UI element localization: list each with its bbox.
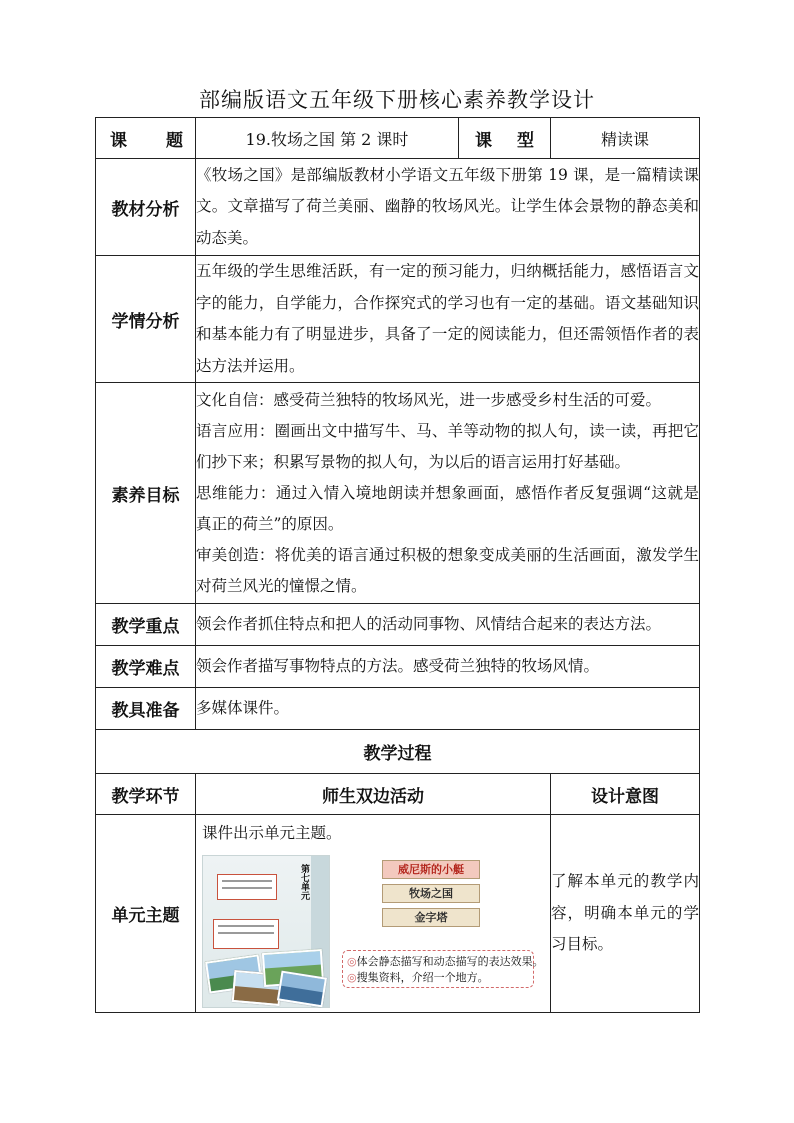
textbook-analysis-row: [96, 159, 700, 256]
lesson-tag: 金字塔: [382, 908, 480, 927]
textbook-analysis-label: 教材分析: [96, 159, 196, 256]
lesson-tag: 威尼斯的小艇: [382, 860, 480, 879]
unit-theme-row: [96, 815, 700, 1013]
cover-note-box: [217, 874, 277, 900]
student-analysis-label: 学情分析: [96, 256, 196, 383]
cover-note-box-2: [213, 919, 279, 949]
topic-label-char-2: 题: [166, 130, 183, 151]
student-analysis-row: [96, 256, 700, 383]
lesson-plan-table: [95, 117, 700, 1013]
document-title: 部编版语文五年级下册核心素养教学设计: [199, 88, 595, 112]
goal-language-use: 语言应用：圈画出文中描写牛、马、羊等动物的拟人句，读一读，再把它们抄下来；积累写景物的拟人句，为以后的语言运用打好基础。: [196, 421, 699, 471]
goal-cultural-confidence: 文化自信：感受荷兰独特的牧场风光，进一步感受乡村生活的可爱。: [196, 390, 662, 409]
lesson-tag: 牧场之国: [382, 884, 480, 903]
key-points-label: 教学重点: [96, 604, 196, 646]
bullet-circle-icon: ◎: [347, 971, 357, 985]
materials-label: 教具准备: [96, 688, 196, 730]
unit-book-title: 第七单元: [299, 864, 309, 901]
landscape-photo: [277, 971, 327, 1008]
goal-aesthetics: 审美创造：将优美的语言通过积极的想象变成美丽的生活画面，激发学生对荷兰风光的憧憬之情。: [196, 545, 699, 595]
topic-label-char-1: 课: [110, 130, 127, 151]
process-header-row: [96, 774, 700, 815]
topic-label-cell: [96, 118, 196, 159]
textbook-analysis-text: 《牧场之国》是部编版教材小学语文五年级下册第 19 课，是一篇精读课文。文章描写了荷兰美丽、幽静的牧场风光。让学生体会景物的静态美和动态美。: [196, 165, 699, 247]
process-section-row: [96, 730, 700, 774]
col-stage-header: 教学环节: [96, 774, 196, 815]
unit-goals-box: [342, 950, 544, 988]
unit-activity-text: 课件出示单元主题。: [202, 823, 342, 842]
type-value: 精读课: [551, 118, 700, 159]
type-label-cell: [459, 118, 551, 159]
difficulties-text: 领会作者描写事物特点的方法。感受荷兰独特的牧场风情。: [196, 646, 700, 688]
topic-value: 19.牧场之国 第 2 课时: [196, 118, 459, 159]
unit-goal-item: ◎搜集资料，介绍一个地方。: [347, 971, 489, 985]
literacy-goals-row: [96, 383, 700, 604]
unit-goal-item: ◎体会静态描写和动态描写的表达效果。: [347, 955, 544, 969]
textbook-cover: [202, 855, 330, 1008]
col-intent-header: 设计意图: [551, 774, 700, 815]
student-analysis-text: 五年级的学生思维活跃，有一定的预习能力，归纳概括能力，感悟语言文字的能力，自学能力，合作探究式的学习也有一定的基础。语文基础知识和基本能力有了明显进步，具备了一定的阅读能力，但还需领悟作者的表达方法并运用。: [196, 262, 699, 375]
goal-thinking: 思维能力：通过入情入境地朗读并想象画面，感悟作者反复强调“这就是真正的荷兰”的原因。: [196, 483, 699, 533]
key-points-row: [96, 604, 700, 646]
process-section-title: 教学过程: [96, 730, 700, 774]
difficulties-row: [96, 646, 700, 688]
difficulties-label: 教学难点: [96, 646, 196, 688]
materials-text: 多媒体课件。: [196, 688, 700, 730]
unit-intent-text: 了解本单元的教学内容，明确本单元的学习目标。: [551, 815, 700, 1013]
type-label-char-1: 课: [475, 130, 492, 151]
unit-courseware-image: [202, 855, 544, 1007]
literacy-goals-label: 素养目标: [96, 383, 196, 604]
bullet-circle-icon: ◎: [347, 955, 357, 969]
type-label-char-2: 型: [517, 130, 534, 151]
materials-row: [96, 688, 700, 730]
col-activity-header: 师生双边活动: [196, 774, 551, 815]
unit-theme-label: 单元主题: [96, 815, 196, 1013]
key-points-text: 领会作者抓住特点和把人的活动同事物、风情结合起来的表达方法。: [196, 604, 700, 646]
topic-row: [96, 118, 700, 159]
